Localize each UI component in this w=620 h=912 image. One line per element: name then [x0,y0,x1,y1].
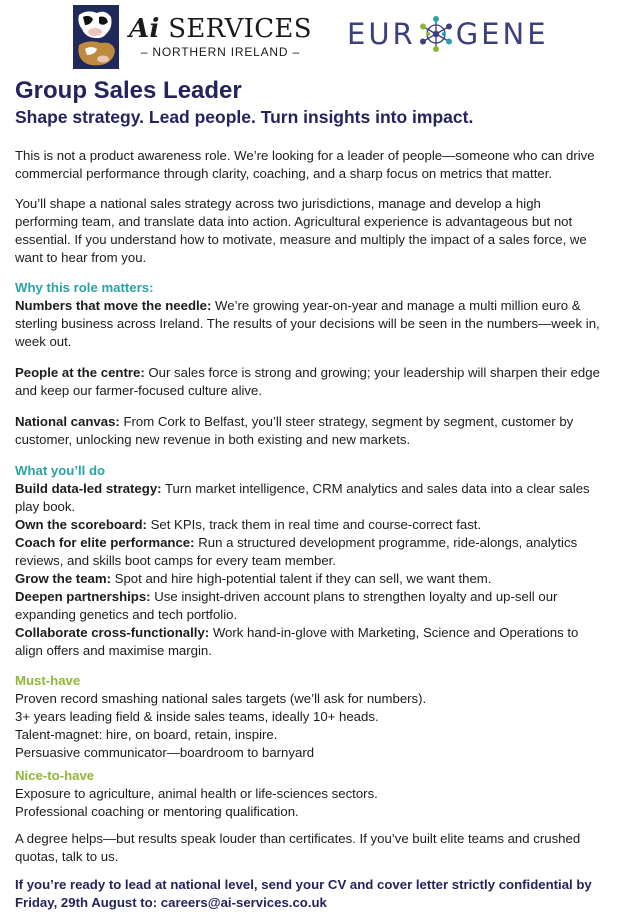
ai-services-word: SERVICES [168,14,312,44]
what-item-text: Work hand-in-glove with Marketing, Science and Operations to align offers and maximise margin. [15,625,579,658]
why-heading: Why this role matters: [15,280,154,295]
what-item [15,588,607,624]
nice-to-have-item: Professional coaching or mentoring qualification. [15,804,299,819]
what-item-text: Turn market intelligence, CRM analytics and sales data into a clear sales play book. [15,481,590,514]
what-item-text: Run a structured development programme, ride-alongs, analytics reviews, and skills boot camps for every team member. [15,535,578,568]
ai-services-wordmark [129,15,312,43]
nice-to-have-heading: Nice-to-have [15,768,95,783]
what-item [15,534,607,570]
why-item-label: People at the centre: [15,365,145,380]
what-item-label: Own the scoreboard: [15,517,147,532]
ai-mark: Ai [129,14,160,44]
intro-paragraph-2: You’ll shape a national sales strategy across two jurisdictions, manage and develop a high performing team, and translate data into action. Agricultural experience is advantageous but not essential. If you understand how to motivate, measure and multiply the impact of a sales force, we want to hear from you. [15,196,587,265]
nice-to-have-item: Exposure to agriculture, animal health or life-sciences sectors. [15,786,378,801]
job-title: Group Sales Leader [15,77,242,104]
closing-call-to-action: If you’re ready to lead at national level, send your CV and cover letter strictly confidential by Friday, 29th August to: careers@ai-services.co.uk [15,877,592,910]
eurogene-logo [347,14,549,54]
what-item [15,624,607,660]
what-item-label: Deepen partnerships: [15,589,151,604]
must-have-item: Persuasive communicator—boardroom to barnyard [15,745,315,760]
ai-services-logo [73,4,312,70]
cow-logo-icon [73,5,119,69]
why-item-text: We’re growing year-on-year and manage a multi million euro & sterling business across Ireland. The results of your decisions will be seen in the numbers—week in, week out. [15,298,600,349]
why-item [15,364,607,400]
advert-content [15,76,607,912]
eurogene-right-text: GENE [455,17,549,51]
tagline: Shape strategy. Lead people. Turn insights into impact. [15,107,474,127]
what-item [15,516,607,534]
why-item-text: Our sales force is strong and growing; your leadership will sharpen their edge and keep our farmer-focused culture alive. [15,365,600,398]
what-item-text: Set KPIs, track them in real time and course-correct fast. [146,517,482,532]
why-item-text: From Cork to Belfast, you’ll steer strategy, segment by segment, customer by customer, unlocking new revenue in both existing and new markets. [15,414,574,447]
what-item [15,480,607,516]
what-item-label: Grow the team: [15,571,111,586]
must-have-item: 3+ years leading field & inside sales teams, ideally 10+ heads. [15,709,379,724]
must-have-item: Talent-magnet: hire, on board, retain, inspire. [15,727,278,742]
what-item-text: Spot and hire high-potential talent if they can sell, we want them. [111,571,492,586]
what-item-text: Use insight-driven account plans to strengthen loyalty and up-sell our expanding genetics and tech portfolio. [15,589,558,622]
why-item-label: Numbers that move the needle: [15,298,212,313]
northern-ireland-subtitle: – NORTHERN IRELAND – [140,45,300,59]
what-item-label: Coach for elite performance: [15,535,195,550]
what-item [15,570,607,588]
what-heading: What you’ll do [15,463,106,478]
what-item-label: Build data-led strategy: [15,481,162,496]
intro-paragraph-1: This is not a product awareness role. We’re looking for a leader of people—someone who can drive commercial performance through clarity, coaching, and a sharp focus on metrics that matter. [15,148,595,181]
degree-paragraph: A degree helps—but results speak louder than certificates. If you’ve built elite teams and crushed quotas, talk to us. [15,831,581,864]
must-have-heading: Must-have [15,673,81,688]
what-item-label: Collaborate cross-functionally: [15,625,210,640]
why-item [15,413,607,449]
why-item-label: National canvas: [15,414,120,429]
eurogene-left-text: EUR [347,17,416,51]
molecule-icon [418,16,454,52]
must-have-item: Proven record smashing national sales targets (we’ll ask for numbers). [15,691,427,706]
why-item [15,297,607,351]
